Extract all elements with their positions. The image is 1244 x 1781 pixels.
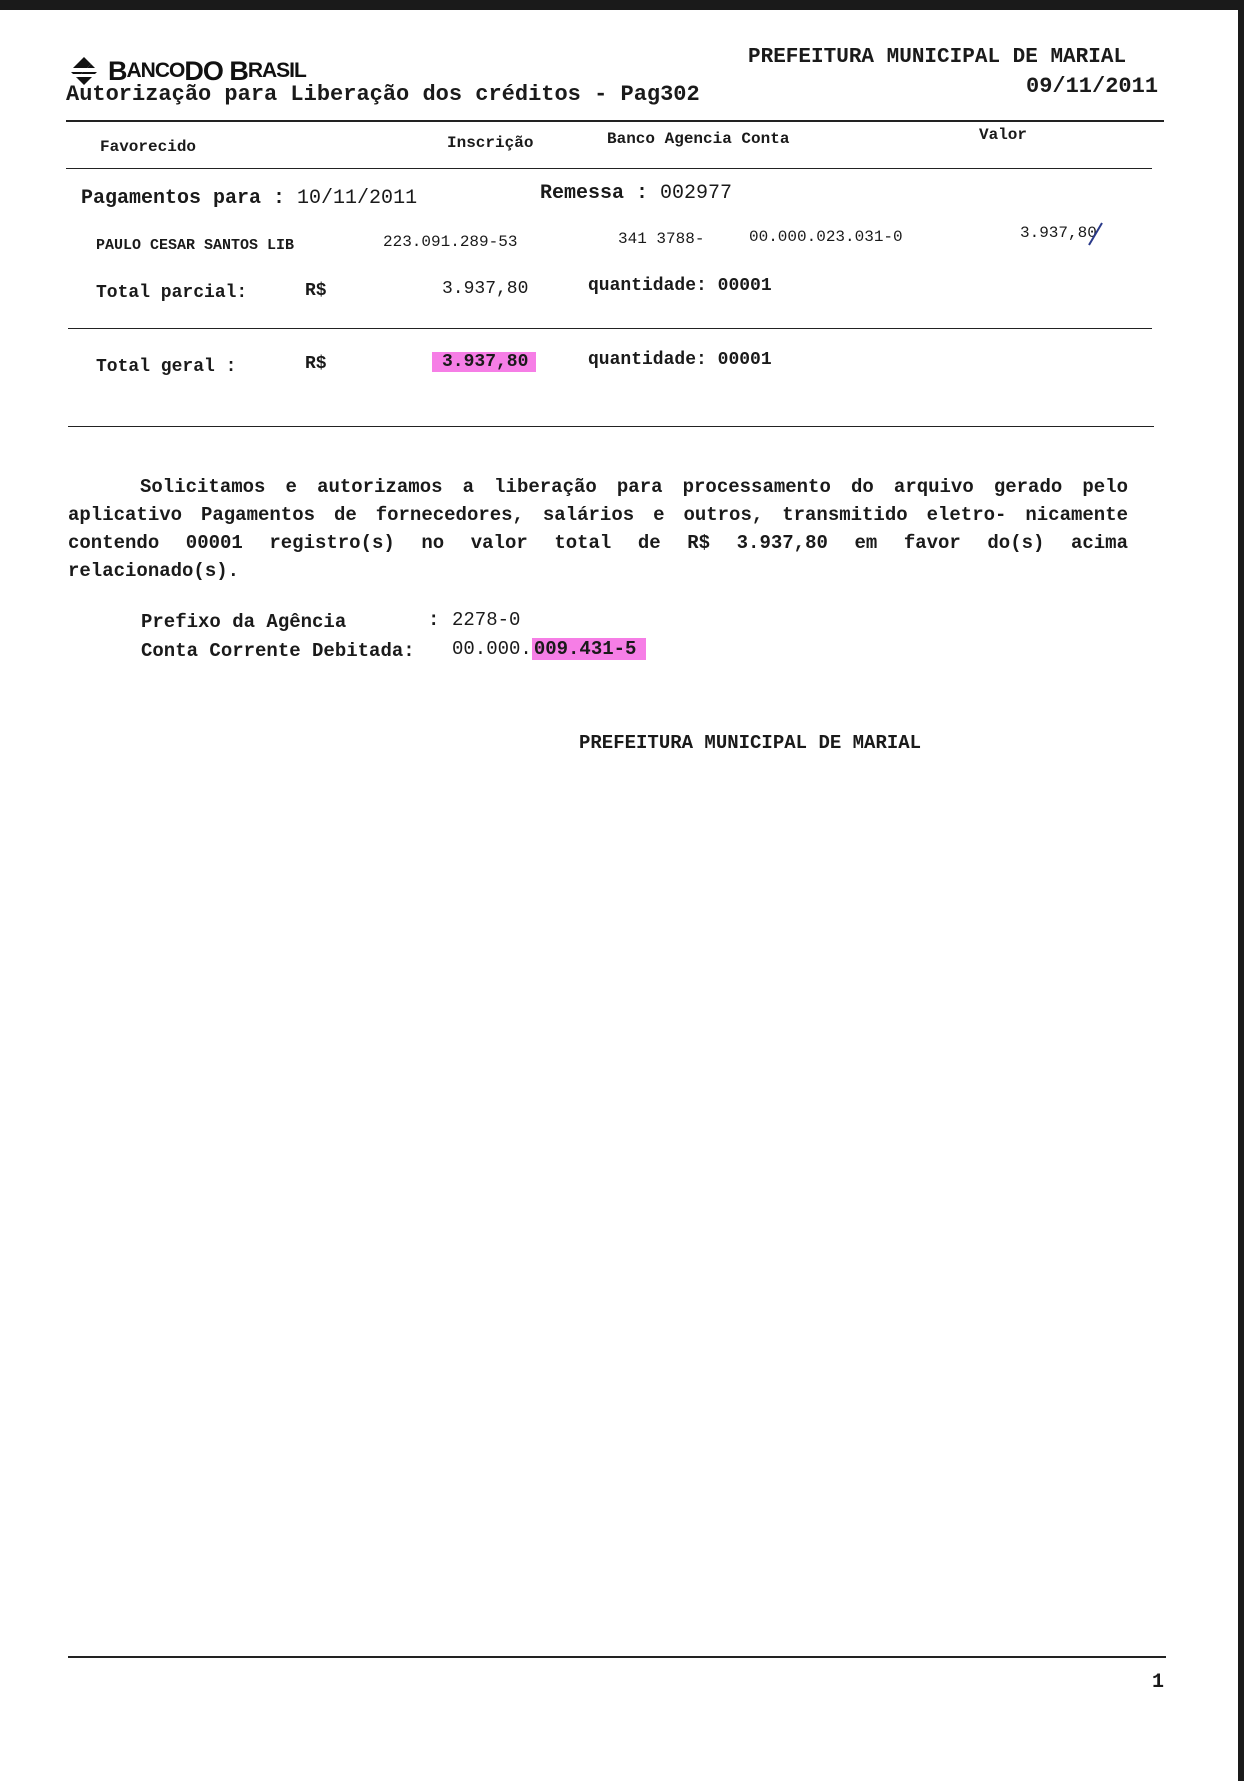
row-inscricao: 223.091.289-53 <box>383 233 518 251</box>
row-favorecido: PAULO CESAR SANTOS LIB <box>96 237 295 254</box>
agency-value: 2278-0 <box>452 609 521 631</box>
col-inscricao: Inscrição <box>447 134 534 152</box>
col-banco-agencia-conta: Banco Agencia Conta <box>607 130 790 148</box>
bank-name-rasil: RASIL <box>247 59 306 82</box>
row-conta: 00.000.023.031-0 <box>749 228 903 246</box>
partial-total-label: Total parcial: <box>96 283 248 303</box>
authorization-text <box>68 473 1128 585</box>
account-value-highlight: 009.431-5 <box>532 638 647 660</box>
payments-for-label: Pagamentos para <box>81 187 262 210</box>
payments-for-date: 10/11/2011 <box>297 187 418 210</box>
footer-divider <box>68 1656 1166 1658</box>
bank-name-b: B <box>108 55 127 86</box>
partial-total-currency: R$ <box>305 281 327 301</box>
grand-total-amount: 3.937,80 <box>432 352 536 372</box>
remessa-label: Remessa <box>540 182 625 205</box>
partial-total-amount: 3.937,80 <box>442 279 529 299</box>
payments-for: Pagamentos para : 10/11/2011 <box>81 187 418 210</box>
signature-entity: PREFEITURA MUNICIPAL DE MARIAL <box>579 732 922 754</box>
agency-separator: : <box>428 609 440 631</box>
partial-quantity-value: 00001 <box>717 276 772 296</box>
document-page <box>0 10 1238 1781</box>
page-number: 1 <box>1152 1671 1165 1694</box>
account-label: Conta Corrente Debitada: <box>141 640 415 662</box>
remessa: Remessa : 002977 <box>540 182 733 205</box>
bank-name-do-b: DO B <box>184 55 248 86</box>
header-divider <box>66 120 1164 122</box>
grand-total-currency: R$ <box>305 354 327 374</box>
grand-total-quantity <box>588 350 772 370</box>
checkmark-icon <box>1088 222 1104 246</box>
row-banco-agencia: 341 3788- <box>618 230 705 248</box>
grand-quantity-value: 00001 <box>717 350 772 370</box>
authorization-paragraph: Solicitamos e autorizamos a liberação para processamento do arquivo gerado pelo aplicativo Pagamentos de fornecedores, salários e outros, transmitido eletro- nicamente contendo 00001 registro(s) no valor total de R$ 3.937,80 em favor do(s) acima relacionado(s). <box>68 476 1128 582</box>
document-title: Autorização para Liberação dos créditos - Pag302 <box>66 82 700 107</box>
grand-total-divider <box>68 426 1154 427</box>
document-date: 09/11/2011 <box>1026 74 1159 99</box>
account-value-prefix: 00.000. <box>452 638 532 660</box>
partial-total-quantity <box>588 276 772 296</box>
entity-name: PREFEITURA MUNICIPAL DE MARIAL <box>748 46 1127 69</box>
columns-divider <box>66 168 1152 169</box>
partial-quantity-label: quantidade: <box>588 276 707 296</box>
grand-total-label: Total geral : <box>96 357 237 377</box>
col-valor: Valor <box>979 126 1028 144</box>
partial-divider <box>68 328 1152 329</box>
row-valor: 3.937,80 <box>1020 224 1097 242</box>
account-value <box>452 638 646 660</box>
grand-quantity-label: quantidade: <box>588 350 707 370</box>
bank-name-anco: ANCO <box>126 59 185 82</box>
col-favorecido: Favorecido <box>100 138 197 156</box>
remessa-value: 002977 <box>660 182 733 205</box>
agency-label: Prefixo da Agência <box>141 611 347 633</box>
